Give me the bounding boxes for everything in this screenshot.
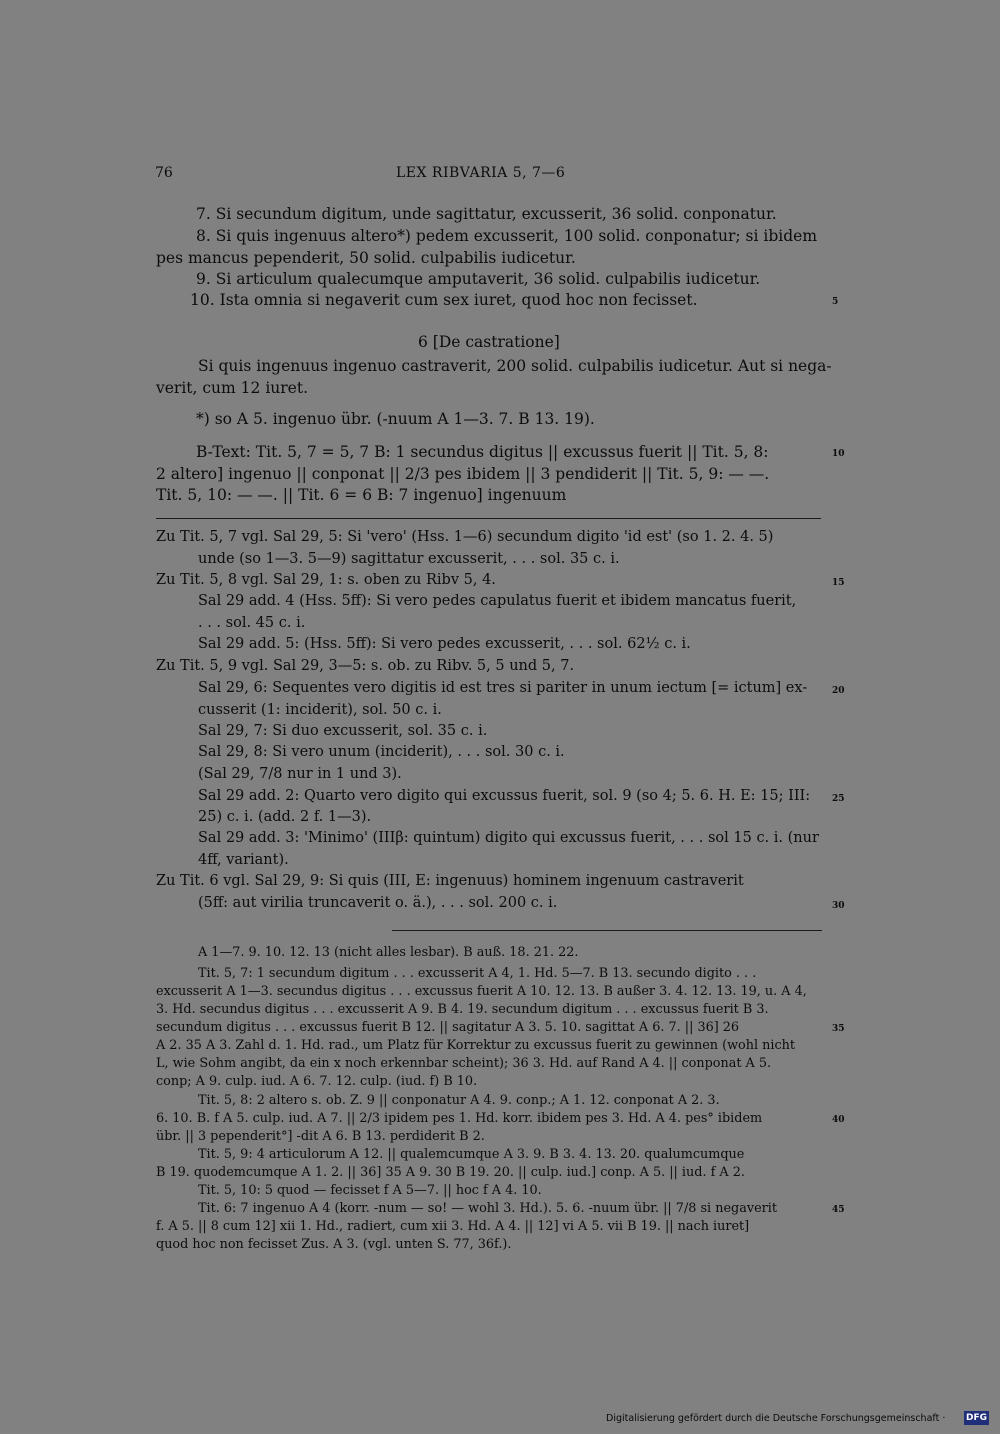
variant-line: Tit. 5, 8: 2 altero s. ob. Z. 9 || conponatur A 4. 9. conp.; A 1. 12. conponat A 2. 3. [198,1093,720,1108]
apparatus-line: Sal 29 add. 2: Quarto vero digito qui excussus fuerit, sol. 9 (so 4; 5. 6. H. E: 15; III: [198,788,811,804]
variant-line: 3. Hd. secundus digitus . . . excusserit A 9. B 4. 19. secundum digitum . . . excussus fuerit B 3. [156,1002,769,1017]
separator-rule [392,930,822,931]
line-number: 25 [832,794,845,804]
variant-line: conp; A 9. culp. iud. A 6. 7. 12. culp. (iud. f) B 10. [156,1074,478,1089]
line-number: 5 [832,297,839,307]
line-number: 10 [832,449,845,459]
variant-line: 6. 10. B. f A 5. culp. iud. A 7. || 2/3 ipidem pes 1. Hd. korr. ibidem pes 3. Hd. A 4. pes° ibidem [156,1111,763,1126]
main-text-line: 10. Ista omnia si negaverit cum sex iuret, quod hoc non fecisset. [190,291,698,309]
apparatus-line: cusserit (1: inciderit), sol. 50 c. i. [198,702,442,718]
line-number: 15 [832,578,845,588]
variant-line: Tit. 5, 10: 5 quod — fecisset f A 5—7. || hoc f A 4. 10. [198,1183,542,1198]
apparatus-line: Sal 29 add. 4 (Hss. 5ff): Si vero pedes capulatus fuerit et ibidem mancatus fuerit, [198,593,797,609]
main-text-line: verit, cum 12 iuret. [156,379,308,397]
apparatus-line: (5ff: aut virilia truncaverit o. ä.), . . . sol. 200 c. i. [198,895,558,911]
apparatus-line: Sal 29 add. 5: (Hss. 5ff): Si vero pedes excusserit, . . . sol. 62½ c. i. [198,636,691,652]
variant-line: excusserit A 1—3. secundus digitus . . . excussus fuerit A 10. 12. 13. B außer 3. 4. 12. 13. 19, u. A 4, [156,984,807,999]
separator-rule [156,518,821,519]
apparatus-line: . . . sol. 45 c. i. [198,615,306,631]
apparatus-line: Zu Tit. 5, 9 vgl. Sal 29, 3—5: s. ob. zu Ribv. 5, 5 und 5, 7. [156,658,575,674]
apparatus-line: (Sal 29, 7/8 nur in 1 und 3). [198,766,402,782]
main-text-line: 8. Si quis ingenuus altero*) pedem excusserit, 100 solid. conponatur; si ibidem [196,227,818,245]
footnote: *) so A 5. ingenuo übr. (-nuum A 1—3. 7. B 13. 19). [196,410,595,428]
apparatus-line: Sal 29, 6: Sequentes vero digitis id est tres si pariter in unum iectum [= ictum] ex- [198,680,808,696]
variant-line: A 2. 35 A 3. Zahl d. 1. Hd. rad., um Platz für Korrektur zu excussus fuerit zu gewinnen (wohl nicht [156,1038,796,1053]
line-number: 45 [832,1205,845,1215]
main-text-line: pes mancus pependerit, 50 solid. culpabilis iudicetur. [156,249,576,267]
apparatus-line: Zu Tit. 5, 7 vgl. Sal 29, 5: Si 'vero' (Hss. 1—6) secundum digito 'id est' (so 1. 2. 4. 5) [156,529,774,545]
section-heading: 6 [De castratione] [418,333,560,351]
variant-line: Tit. 6: 7 ingenuo A 4 (korr. -num — so! — wohl 3. Hd.). 5. 6. -nuum übr. || 7/8 si negaverit [198,1201,777,1216]
apparatus-line: Zu Tit. 6 vgl. Sal 29, 9: Si quis (III, E: ingenuus) hominem ingenuum castraverit [156,873,744,889]
apparatus-line: 4ff, variant). [198,852,289,868]
variant-line: Tit. 5, 9: 4 articulorum A 12. || qualemcumque A 3. 9. B 3. 4. 13. 20. qualumcumque [198,1147,745,1162]
variant-line: f. A 5. || 8 cum 12] xii 1. Hd., radiert, cum xii 3. Hd. A 4. || 12] vi A 5. vii B 19. || nach iuret] [156,1219,750,1234]
main-text-line: 7. Si secundum digitum, unde sagittatur, excusserit, 36 solid. conponatur. [196,205,777,223]
page-number: 76 [155,165,173,181]
line-number: 30 [832,901,845,911]
b-text-line: Tit. 5, 10: — —. || Tit. 6 = 6 B: 7 ingenuo] ingenuum [156,486,567,504]
apparatus-line: Zu Tit. 5, 8 vgl. Sal 29, 1: s. oben zu Ribv 5, 4. [156,572,496,588]
b-text-line: 2 altero] ingenuo || conponat || 2/3 pes ibidem || 3 pendiderit || Tit. 5, 9: — —. [156,465,770,483]
variant-line: quod hoc non fecisset Zus. A 3. (vgl. unten S. 77, 36f.). [156,1237,512,1252]
dfg-logo[interactable]: DFG [965,1413,987,1423]
main-text-line: Si quis ingenuus ingenuo castraverit, 200 solid. culpabilis iudicetur. Aut si nega- [198,357,832,375]
variant-line: L, wie Sohm angibt, da ein x noch erkennbar scheint); 36 3. Hd. auf Rand A 4. || conponat A 5. [156,1056,772,1071]
line-number: 40 [832,1115,845,1125]
running-title: LEX RIBVARIA 5, 7—6 [396,165,566,181]
apparatus-line: 25) c. i. (add. 2 f. 1—3). [198,809,372,825]
variant-line: B 19. quodemcumque A 1. 2. || 36] 35 A 9. 30 B 19. 20. || culp. iud.] conp. A 5. || iud. f A 2. [156,1165,745,1180]
variant-line: A 1—7. 9. 10. 12. 13 (nicht alles lesbar). B auß. 18. 21. 22. [198,945,579,960]
main-text-line: 9. Si articulum qualecumque amputaverit, 36 solid. culpabilis iudicetur. [196,270,761,288]
digitization-credit: Digitalisierung gefördert durch die Deutsche Forschungsgemeinschaft · [606,1413,946,1424]
variant-line: übr. || 3 pependerit°] -dit A 6. B 13. perdiderit B 2. [156,1129,485,1144]
variant-line: Tit. 5, 7: 1 secundum digitum . . . excusserit A 4, 1. Hd. 5—7. B 13. secundo digito . . . [198,966,757,981]
apparatus-line: Sal 29, 8: Si vero unum (inciderit), . . . sol. 30 c. i. [198,744,565,760]
apparatus-line: Sal 29, 7: Si duo excusserit, sol. 35 c. i. [198,723,488,739]
variant-line: secundum digitus . . . excussus fuerit B 12. || sagitatur A 3. 5. 10. sagittat A 6. 7. || 36] 26 [156,1020,740,1035]
line-number: 35 [832,1024,845,1034]
b-text-line: B-Text: Tit. 5, 7 = 5, 7 B: 1 secundus digitus || excussus fuerit || Tit. 5, 8: [196,443,769,461]
line-number: 20 [832,686,845,696]
apparatus-line: Sal 29 add. 3: 'Minimo' (IIIβ: quintum) digito qui excussus fuerit, . . . sol 15 c. i. (nur [198,830,819,846]
apparatus-line: unde (so 1—3. 5—9) sagittatur excusserit, . . . sol. 35 c. i. [198,551,620,567]
